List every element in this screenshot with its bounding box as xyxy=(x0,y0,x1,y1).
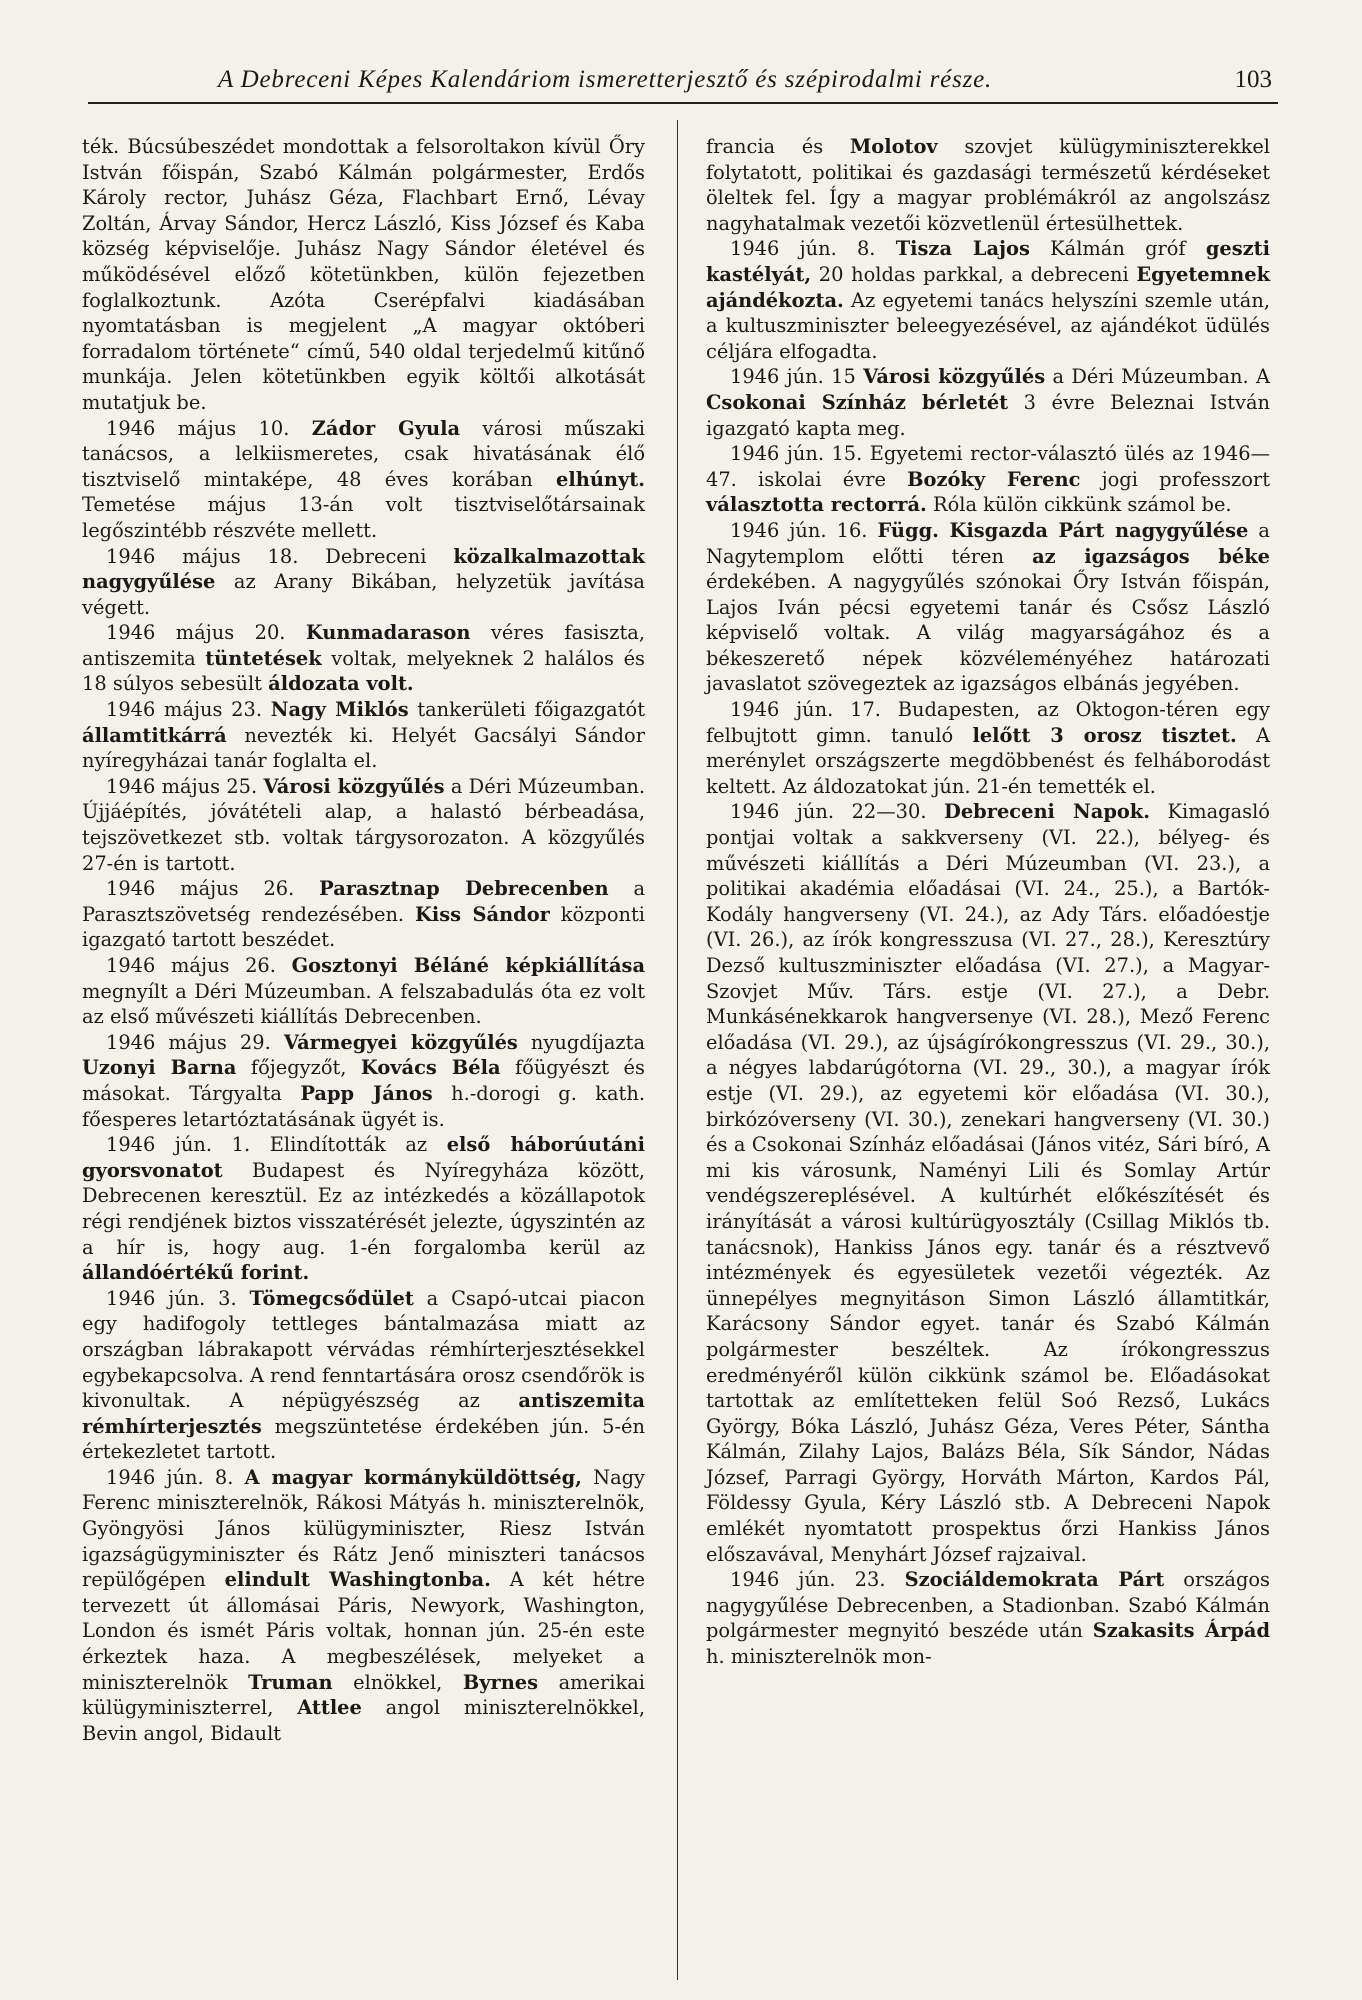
paragraph: 1946 jún. 8. Tisza Lajos Kálmán gróf geszti kastélyát, 20 holdas parkkal, a debreceni Egyetemnek ajándékozta. Az egyetemi tanács helyszíni szemle után, a kultuszminiszter beleegyezésével, az ajándékot üdülés céljára elfogadta. xyxy=(706,237,1270,363)
paragraph: 1946 május 25. Városi közgyűlés a Déri Múzeumban. Újjáépítés, jóvátételi alap, a halastó bérbeadása, tejszövetkezet stb. voltak tárgysorozaton. A közgyűlés 27-én is tartott. xyxy=(82,774,645,875)
paragraph: 1946 május 18. Debreceni közalkalmazottak nagygyűlése az Arany Bikában, helyzetük javítása végett. xyxy=(82,544,645,619)
header-title: A Debreceni Képes Kalendáriom ismeretterjesztő és szépirodalmi része. xyxy=(218,66,993,93)
paragraph: 1946 május 29. Vármegyei közgyűlés nyugdíjazta Uzonyi Barna főjegyzőt, Kovács Béla főügyészt és másokat. Tárgyalta Papp János h.-dorogi g. kath. főesperes letartóztatásának ügyét is. xyxy=(82,1030,646,1131)
running-header xyxy=(88,62,1278,104)
paragraph: 1946 jún. 17. Budapesten, az Oktogon-téren egy felbujtott gimn. tanuló lelőtt 3 orosz tisztet. A merénylet országszerte megdöbbenést és felháborodást keltett. Az áldozatokat jún. 21-én temették el. xyxy=(706,698,1270,798)
paragraph: 1946 jún. 15 Városi közgyűlés a Déri Múzeumban. A Csokonai Színház bérletét 3 évre Beleznai István igazgató kapta meg. xyxy=(706,365,1270,440)
paragraph: 1946 május 10. Zádor Gyula városi műszaki tanácsos, a lelkiismeretes, csak hivatásának élő tisztviselő mintaképe, 48 éves korában elhúnyt. Temetése május 13-án volt tisztviselőtársainak legőszintébb részvéte mellett. xyxy=(82,416,645,542)
right-column xyxy=(706,134,1270,1670)
paragraph: 1946 jún. 3. Tömegcsődület a Csapó-utcai piacon egy hadifogoly tettleges bántalmazása miatt az országban lábrakapott vérvádas rémhírterjesztésekkel egybekapcsolva. A rend fenntartására orosz csendőrök is kivonultak. A népügyészség az antiszemita rémhírterjesztés megszüntetése érdekében jún. 5-én értekezletet tartott. xyxy=(82,1286,646,1464)
paragraph: 1946 május 26. Parasztnap Debrecenben a Parasztszövetség rendezésében. Kiss Sándor központi igazgató tartott beszédet. xyxy=(82,877,646,952)
paragraph: ték. Búcsúbeszédet mondottak a felsoroltakon kívül Őry István főispán, Szabó Kálmán polgármester, Erdős Károly rector, Juhász Géza, Flachbart Ernő, Lévay Zoltán, Árvay Sándor, Hercz László, Kiss József és Kaba község képviselője. Juhász Nagy Sándor életével és működésével előző kötetünkben, külön fejezetben foglalkoztunk. Azóta Cserépfalvi kiadásában nyomtatásban is megjelent „A magyar októberi forradalom története“ című, 540 oldal terjedelmű kitűnő munkája. Jelen kötetünkben egyik költői alkotását mutatjuk be. xyxy=(82,135,645,414)
paragraph: 1946 jún. 23. Szociáldemokrata Párt országos nagygyűlése Debrecenben, a Stadionban. Szabó Kálmán polgármester megnyitó beszéde után Szakasits Árpád h. miniszterelnök mon- xyxy=(706,1568,1271,1669)
paragraph: 1946 jún. 15. Egyetemi rector-választó ülés az 1946—47. iskolai évre Bozóky Ferenc jogi professzort választotta rectorrá. Róla külön cikkünk számol be. xyxy=(706,442,1270,517)
column-divider xyxy=(677,120,678,1980)
paragraph: 1946 jún. 22—30. Debreceni Napok. Kimagasló pontjai voltak a sakkverseny (VI. 22.), bélyeg- és művészeti kiállítás a Déri Múzeumban (VI. 23.), a politikai akadémia előadásai (VI. 24., 25.), a Bartók-Kodály hangverseny (VI. 24.), az Ady Társ. előadóestje (VI. 26.), az írók kongresszusa (VI. 27., 28.), Keresztúry Dezső kultuszminiszter előadása (VI. 27.), a Magyar-Szovjet Műv. Társ. estje (VI. 27.), a Debr. Munkásénekkarok hangversenye (VI. 28.), Mező Ferenc előadása (VI. 29.), az újságírókongresszus (VI. 29., 30.), a négyes labdarúgótorna (VI. 29., 30.), a magyar írók estje (VI. 29.), az egyetemi kör előadása (VI. 30.), birkózóverseny (VI. 30.), zenekari hangverseny (VI. 30.) és a Csokonai Színház előadásai (János vitéz, Sári bíró, A mi kis városunk, Naményi Lili és Somlay Artúr vendégszereplésével. A kultúrhét előkészítését és irányítását a városi kultúrügyosztály (Csillag Miklós tb. tanácsnok), Hankiss János egy. tanár és a résztvevő intézmények és egyesületek vezetői végezték. Az ünnepélyes megnyitáson Simon László államtitkár, Karácsony Sándor egyet. tanár és Szabó Kálmán polgármester beszéltek. Az írókongresszus eredményéről külön cikkünk számol be. Előadásokat tartottak az említetteken felül Soó Rezső, Lukács György, Bóka László, Juhász Géza, Veres Péter, Sántha Kálmán, Zilahy Lajos, Balázs Béla, Sík Sándor, Nádas József, Parragi György, Horváth Márton, Kardos Pál, Földessy Gyula, Kéry László stb. A Debreceni Napok emlékét nyomtatott prospektus őrzi Hankiss János előszavával, Menyhárt József rajzaival. xyxy=(706,800,1270,1566)
paragraph: 1946 jún. 1. Elindították az első háborúutáni gyorsvonatot Budapest és Nyíregyháza között, Debrecenen keresztül. Ez az intézkedés a közállapotok régi rendjének biztos visszatérését jelezte, úgyszintén az a hír is, hogy aug. 1-én forgalomba kerül az állandóértékű forint. xyxy=(82,1133,645,1285)
paragraph: 1946 jún. 8. A magyar kormányküldöttség, Nagy Ferenc miniszterelnök, Rákosi Mátyás h. miniszterelnök, Gyöngyösi János külügyminiszter, Riesz István igazságügyminiszter és Rátz Jenő miniszteri tanácsos repülőgépen elindult Washingtonba. A két hétre tervezett út állomásai Páris, Newyork, Washington, London és ismét Páris voltak, honnan jún. 25-én este érkeztek haza. A megbeszélések, melyeket a miniszterelnök Truman elnökkel, Byrnes amerikai külügyminiszterrel, Attlee angol miniszterelnökkel, Bevin angol, Bidault xyxy=(82,1465,646,1745)
page-number: 103 xyxy=(1234,66,1272,93)
paragraph: francia és Molotov szovjet külügyminiszterekkel folytatott, politikai és gazdasági természetű kérdéseket öleltek fel. Így a magyar problémákról az angolszász nagyhatalmak vezetői közvetlenül értesülhettek. xyxy=(706,135,1270,235)
left-column xyxy=(82,134,645,1746)
paragraph: 1946 május 20. Kunmadarason véres fasiszta, antiszemita tüntetések voltak, melyeknek 2 halálos és 18 súlyos sebesült áldozata volt. xyxy=(82,621,646,696)
paragraph: 1946 május 23. Nagy Miklós tankerületi főigazgatót államtitkárrá nevezték ki. Helyét Gacsályi Sándor nyíregyházai tanár foglalta el. xyxy=(82,698,645,773)
paragraph: 1946 jún. 16. Függ. Kisgazda Párt nagygyűlése a Nagytemplom előtti téren az igazságos béke érdekében. A nagygyűlés szónokai Őry István főispán, Lajos Iván pécsi egyetemi tanár és Csősz László képviselő voltak. A világ magyarságához és a békeszerető népek közvéleményéhez határozati javaslatot szövegeztek az igazságos elbánás jegyében. xyxy=(706,518,1270,696)
paragraph: 1946 május 26. Gosztonyi Béláné képkiállítása megnyílt a Déri Múzeumban. A felszabadulás óta ez volt az első művészeti kiállítás Debrecenben. xyxy=(82,954,646,1029)
